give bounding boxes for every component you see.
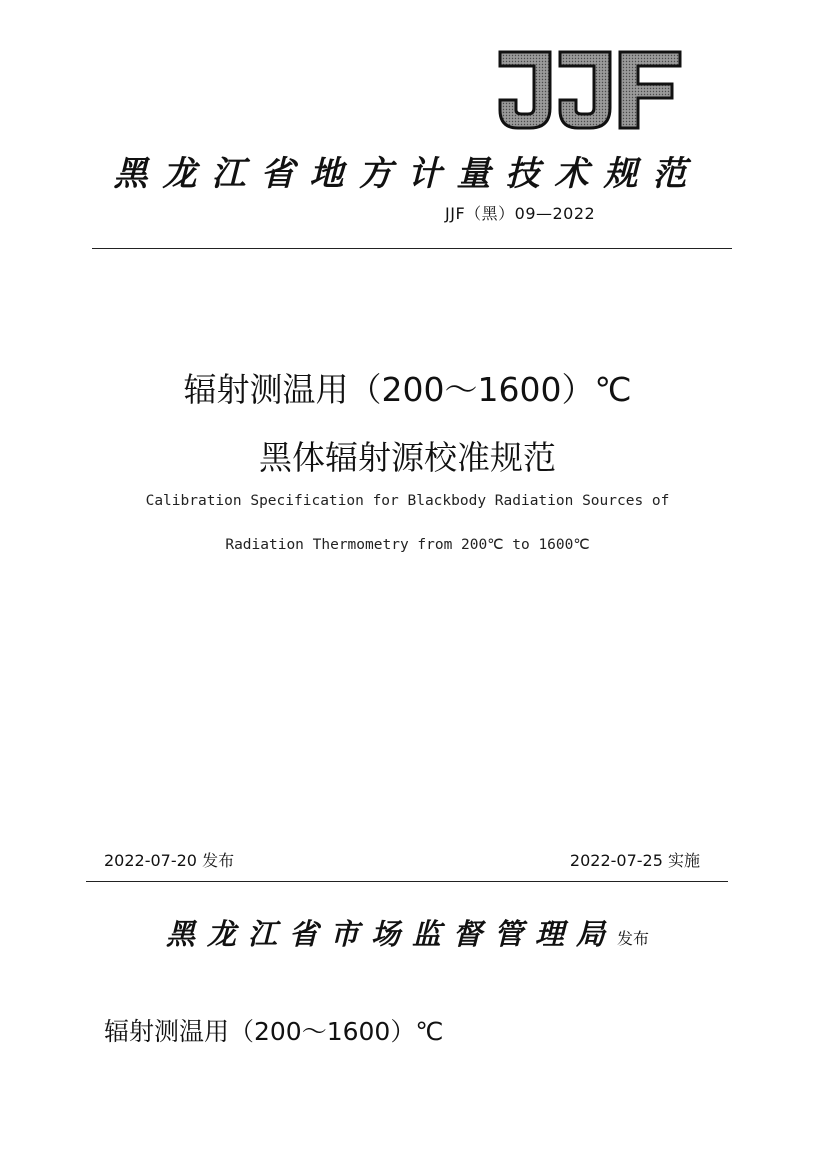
publisher-name: 黑龙江省市场监督管理局 <box>165 917 617 951</box>
footer-title: 辐射测温用（200～1600）℃ <box>104 1017 444 1046</box>
title-cn-line1: 辐射测温用（200～1600）℃ <box>183 370 632 409</box>
divider-top <box>92 248 732 249</box>
title-en-line2: Radiation Thermometry from 200℃ to 1600℃ <box>225 537 590 553</box>
title-en-line1: Calibration Specification for Blackbody Radiation Sources of <box>145 493 670 509</box>
publisher <box>0 912 815 953</box>
divider-bottom <box>86 881 728 882</box>
issue-date: 2022-07-20 发布 <box>104 851 235 870</box>
implement-date: 2022-07-25 实施 <box>569 851 700 870</box>
jjf-logo <box>496 48 684 132</box>
issuer-title: 黑龙江省地方计量技术规范 <box>113 154 702 194</box>
title-cn-line2: 黑体辐射源校准规范 <box>259 438 556 477</box>
publisher-suffix: 发布 <box>617 929 650 948</box>
standard-code: JJF（黑）09—2022 <box>445 204 596 223</box>
